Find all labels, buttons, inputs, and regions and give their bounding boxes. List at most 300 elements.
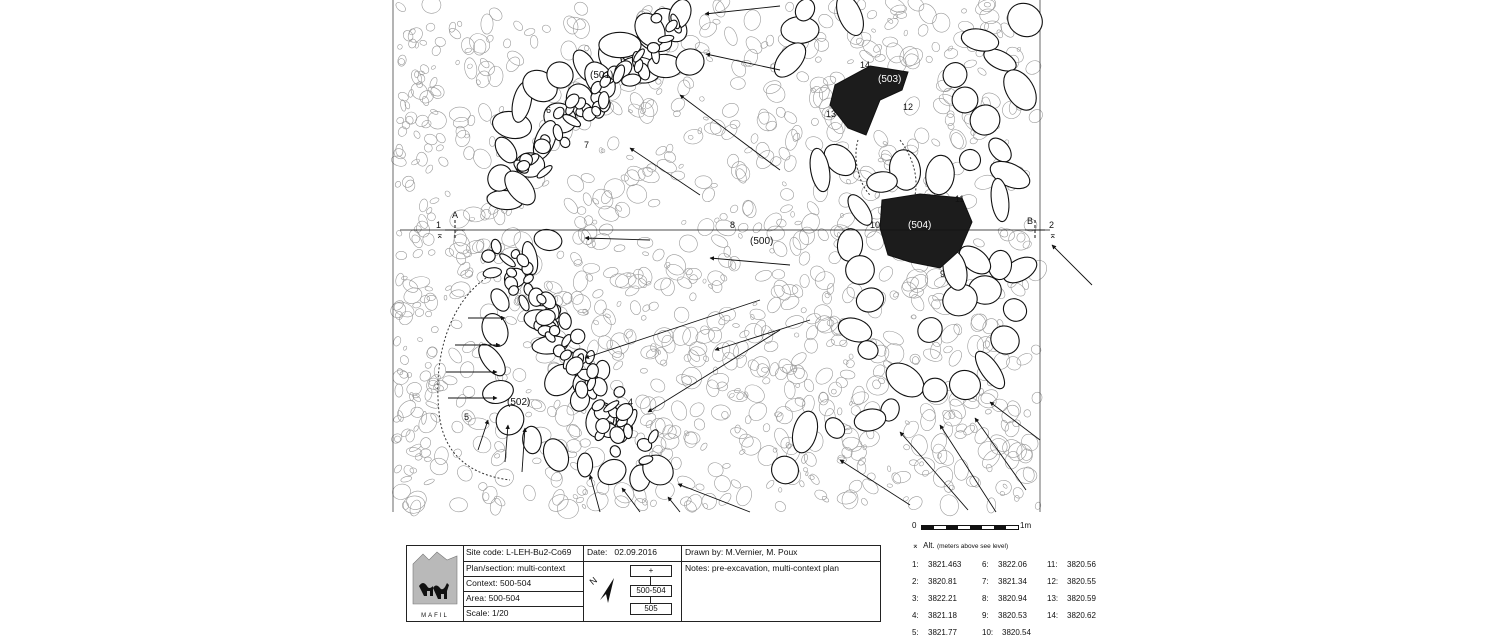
gravel-stone <box>904 30 909 36</box>
gravel-stone <box>903 444 910 450</box>
gravel-stone <box>525 411 532 417</box>
gravel-stone <box>582 504 587 509</box>
gravel-stone <box>437 155 450 168</box>
gravel-stone <box>406 447 423 458</box>
gravel-stone <box>985 409 992 415</box>
gravel-stone <box>604 337 625 360</box>
gravel-stone <box>683 430 689 437</box>
gravel-stone <box>915 1 939 27</box>
gravel-stone <box>946 127 969 152</box>
gravel-stone <box>566 15 587 31</box>
gravel-stone <box>813 488 828 501</box>
gravel-stone <box>478 482 487 490</box>
gravel-stone <box>427 295 436 301</box>
gravel-stone <box>717 381 728 391</box>
context-label-504: (504) <box>908 220 932 231</box>
gravel-stone <box>729 392 735 398</box>
altitude-mark-icon: ⌅ <box>1049 230 1057 240</box>
gravel-stone <box>394 1 407 14</box>
point-label-10: 10 <box>870 220 881 230</box>
gravel-stone <box>425 22 436 32</box>
gravel-stone <box>887 466 891 472</box>
gravel-stone <box>488 447 510 469</box>
gravel-stone <box>769 248 775 254</box>
gravel-stone <box>433 446 449 466</box>
gravel-stone <box>1002 419 1021 440</box>
gravel-stone <box>546 491 571 515</box>
gravel-stone <box>454 463 475 484</box>
gravel-stone <box>599 189 613 206</box>
date-label: Date: <box>587 547 608 557</box>
gravel-stone <box>424 388 434 401</box>
matrix-connector <box>650 577 651 585</box>
gravel-stone <box>969 137 978 145</box>
ring-stone <box>821 414 848 442</box>
altitude-entry: 13: 3820.59 <box>1047 594 1096 603</box>
gravel-stone <box>483 492 489 500</box>
gravel-stone <box>450 419 465 435</box>
gravel-stone <box>778 488 781 493</box>
gravel-stone <box>412 302 421 309</box>
gravel-stone <box>759 40 769 49</box>
gravel-stone <box>859 37 883 61</box>
gravel-stone <box>624 330 633 340</box>
gravel-stone <box>635 394 652 410</box>
gravel-stone <box>729 119 740 129</box>
gravel-stone <box>392 335 402 347</box>
gravel-stone <box>404 101 410 109</box>
gravel-stone <box>616 301 622 308</box>
gravel-stone <box>614 244 626 252</box>
gravel-stone <box>421 411 427 424</box>
north-and-matrix <box>584 562 682 621</box>
wall-stone <box>608 444 622 459</box>
gravel-stone <box>795 383 800 388</box>
gravel-stone <box>449 107 470 122</box>
gravel-stone <box>428 249 436 256</box>
drawn-by: Drawn by: M.Vernier, M. Poux <box>682 546 880 562</box>
gravel-stone <box>805 200 821 218</box>
gravel-stone <box>487 5 505 23</box>
gravel-stone <box>758 108 770 124</box>
gravel-stone <box>788 236 803 257</box>
gravel-stone <box>479 57 491 70</box>
gravel-stone <box>493 467 515 488</box>
gravel-stone <box>576 496 585 503</box>
gravel-stone <box>768 362 779 377</box>
gravel-stone <box>584 273 594 283</box>
gravel-stone <box>941 409 953 421</box>
gravel-stone <box>408 28 417 36</box>
gravel-stone <box>738 233 743 239</box>
gravel-stone <box>580 172 595 184</box>
scale-bar-graphic <box>921 525 1019 530</box>
gravel-stone <box>623 181 650 207</box>
point-label-12: 12 <box>903 102 914 112</box>
gravel-stone <box>962 423 977 437</box>
gravel-stone <box>797 250 811 267</box>
context-range: Context: 500-504 <box>463 577 584 592</box>
gravel-stone <box>645 419 654 429</box>
gravel-stone <box>949 484 956 490</box>
gravel-stone <box>532 458 541 464</box>
gravel-stone <box>647 301 659 312</box>
point-label-13: 13 <box>826 109 837 119</box>
gravel-stone <box>572 0 591 18</box>
gravel-stone <box>681 219 687 225</box>
gravel-stone <box>742 200 755 216</box>
gravel-stone <box>688 135 694 140</box>
gravel-stone <box>400 99 407 111</box>
gravel-stone <box>860 497 869 506</box>
gravel-stone <box>888 289 900 301</box>
gravel-stone <box>402 463 415 477</box>
gravel-stone <box>650 247 666 263</box>
gravel-stone <box>711 280 723 293</box>
gravel-stone <box>706 56 714 63</box>
gravel-stone <box>1000 491 1006 496</box>
gravel-stone <box>651 343 657 351</box>
gravel-stone <box>961 8 967 14</box>
altitude-entry: 8: 3820.94 <box>982 594 1027 603</box>
point-label-8: 8 <box>730 220 736 230</box>
gravel-stone <box>892 291 899 298</box>
gravel-stone <box>729 204 740 215</box>
gravel-stone <box>925 55 934 64</box>
gravel-stone <box>583 215 593 226</box>
gravel-stone <box>1004 354 1023 373</box>
altitude-entry: 9: 3820.53 <box>982 611 1027 620</box>
stone-wall-502 <box>474 227 680 492</box>
mafil-logo <box>407 546 464 621</box>
ring-stone <box>999 294 1031 326</box>
point-label-5: 5 <box>464 412 470 422</box>
gravel-stone <box>909 459 918 465</box>
gravel-stone <box>672 305 692 325</box>
point-label-7: 7 <box>584 140 590 150</box>
gravel-stone <box>444 295 447 300</box>
gravel-stone <box>649 499 657 508</box>
gravel-stone <box>730 478 743 490</box>
gravel-stone <box>444 190 451 198</box>
gravel-stone <box>593 299 608 316</box>
gravel-stone <box>640 368 647 373</box>
gravel-stone <box>773 365 789 382</box>
gravel-stone <box>883 141 888 145</box>
gravel-stone <box>397 91 410 103</box>
gravel-stone <box>404 179 415 192</box>
gravel-stone <box>936 452 942 459</box>
plan-section: Plan/section: multi-context <box>463 562 584 577</box>
altitude-symbol-icon: ⌅ <box>912 541 919 550</box>
gravel-stone <box>425 311 431 317</box>
section-end-1: 1 <box>436 220 442 230</box>
gravel-stone <box>397 44 404 51</box>
gravel-stone <box>837 408 842 416</box>
gravel-stone <box>1023 409 1031 418</box>
gravel-stone <box>572 270 590 293</box>
gravel-stone <box>600 175 628 202</box>
gravel-stone <box>717 491 733 507</box>
gravel-stone <box>1003 450 1021 471</box>
gravel-stone <box>930 463 957 491</box>
wall-stone <box>532 227 564 253</box>
gravel-stone <box>451 447 463 459</box>
gravel-stone <box>463 266 474 278</box>
gravel-stone <box>425 345 439 360</box>
ring-stone <box>939 59 971 91</box>
gravel-stone <box>541 24 552 34</box>
wall-stone <box>651 13 663 23</box>
gravel-stone <box>493 440 507 454</box>
gravel-stone <box>887 484 893 488</box>
gravel-stone <box>413 425 419 432</box>
gravel-stone <box>503 38 512 48</box>
gravel-stone <box>774 106 787 119</box>
gravel-stone <box>799 226 815 245</box>
point-label-4: 4 <box>628 397 634 407</box>
gravel-stone <box>423 292 439 312</box>
gravel-stone <box>654 347 668 365</box>
section-end-2: 2 <box>1049 220 1055 230</box>
gravel-stone <box>442 375 457 385</box>
gravel-stone <box>892 470 911 485</box>
gravel-stone <box>654 145 668 157</box>
gravel-stone <box>943 47 958 59</box>
gravel-stone <box>752 319 768 339</box>
gravel-stone <box>613 270 638 291</box>
gravel-stone <box>628 109 633 113</box>
gravel-stone <box>561 14 581 37</box>
gravel-stone <box>761 210 785 235</box>
gravel-stone <box>773 499 787 513</box>
context-label-502: (502) <box>507 397 531 408</box>
gravel-stone <box>711 183 718 187</box>
gravel-stone <box>938 493 961 518</box>
matrix-bottom: 505 <box>630 603 672 615</box>
gravel-stone <box>648 376 667 394</box>
gravel-stone <box>417 337 423 342</box>
gravel-stone <box>699 442 708 452</box>
altitude-entry: 3: 3822.21 <box>912 594 957 603</box>
gravel-stone <box>550 488 566 507</box>
gravel-stone <box>677 232 701 255</box>
gravel-stone <box>847 59 854 65</box>
gravel-stone <box>411 248 424 260</box>
gravel-stone <box>745 415 752 424</box>
gravel-stone <box>686 267 702 280</box>
wall-stone <box>594 455 631 490</box>
point-label-9: 9 <box>940 269 946 279</box>
gravel-stone <box>919 461 925 467</box>
gravel-stone <box>1015 351 1034 367</box>
gravel-stone <box>921 469 930 477</box>
gravel-stone <box>734 484 754 508</box>
gravel-stone <box>485 34 494 44</box>
gravel-stone <box>842 359 849 365</box>
gravel-stone <box>824 293 830 299</box>
gravel-stone <box>831 389 837 395</box>
gravel-stone <box>762 78 783 96</box>
wall-stone <box>612 384 627 399</box>
gravel-stone <box>396 251 407 260</box>
gravel-stone <box>1030 343 1043 356</box>
gravel-stone <box>627 274 631 277</box>
gravel-stone <box>431 65 437 70</box>
gravel-stone <box>808 474 815 480</box>
gravel-stone <box>593 220 597 224</box>
gravel-stone <box>737 432 755 450</box>
gravel-stone <box>979 387 1001 406</box>
ring-stone <box>946 367 983 403</box>
gravel-stone <box>392 414 402 423</box>
gravel-stone <box>912 126 931 146</box>
gravel-stone <box>772 403 796 427</box>
gravel-stone <box>396 117 404 125</box>
matrix-top: + <box>630 565 672 577</box>
gravel-stone <box>787 367 809 385</box>
gravel-stone <box>946 348 964 368</box>
gravel-stone <box>699 15 710 30</box>
ring-stone <box>880 356 931 404</box>
gravel-stone <box>489 137 495 147</box>
gravel-stone <box>784 313 805 330</box>
gravel-stone <box>750 314 754 319</box>
gravel-stone <box>905 0 926 14</box>
gravel-stone <box>976 66 987 76</box>
notes: Notes: pre-excavation, multi-context plan <box>685 563 840 573</box>
ring-stone <box>788 409 821 456</box>
gravel-stone <box>459 360 476 379</box>
gravel-stone <box>481 14 494 34</box>
altitude-entry: 7: 3821.34 <box>982 577 1027 586</box>
gravel-stone <box>450 319 463 330</box>
gravel-stone <box>419 436 433 450</box>
gravel-stone <box>775 412 784 423</box>
gravel-stone <box>699 96 706 102</box>
gravel-stone <box>395 384 403 397</box>
altitude-entry: 1: 3821.463 <box>912 560 962 569</box>
gravel-stone <box>455 60 460 65</box>
gravel-stone <box>612 351 624 360</box>
altitude-legend <box>912 541 1112 637</box>
gravel-stone <box>729 260 737 270</box>
ring-stone <box>985 320 1025 360</box>
scale-bar <box>912 519 1032 533</box>
gravel-stone <box>604 313 611 319</box>
gravel-stone <box>408 80 431 103</box>
gravel-stone <box>779 187 795 201</box>
gravel-stone <box>564 172 587 195</box>
gravel-stone <box>405 25 425 45</box>
gravel-stone <box>765 35 774 47</box>
gravel-stone <box>584 45 589 51</box>
gravel-stone <box>428 83 447 102</box>
gravel-stone <box>403 346 408 351</box>
gravel-stone <box>565 422 584 439</box>
gravel-stone <box>849 401 853 406</box>
section-label-b: B <box>1027 216 1034 226</box>
gravel-stone <box>505 48 527 68</box>
altitude-entry: 6: 3822.06 <box>982 560 1027 569</box>
gravel-stone <box>1031 391 1044 405</box>
gravel-stone <box>504 54 523 74</box>
gravel-stone <box>435 144 444 153</box>
gravel-stone <box>665 423 683 441</box>
date-cell <box>584 546 682 562</box>
gravel-stone <box>794 332 800 337</box>
gravel-stone <box>976 439 1000 462</box>
gravel-stone <box>423 143 433 153</box>
gravel-stone <box>827 320 834 326</box>
gravel-stone <box>642 166 654 178</box>
gravel-stone <box>849 354 854 359</box>
gravel-stone <box>689 292 697 301</box>
gravel-stone <box>492 207 506 225</box>
gravel-stone <box>729 426 749 441</box>
gravel-stone <box>1022 240 1033 250</box>
gravel-stone <box>568 250 583 266</box>
gravel-stone <box>744 146 753 154</box>
gravel-stone <box>884 343 904 364</box>
gravel-stone <box>754 268 773 283</box>
gravel-stone <box>662 149 678 164</box>
gravel-stone <box>648 198 661 208</box>
gravel-stone <box>772 426 792 450</box>
mafil-logo-icon <box>407 546 463 610</box>
gravel-stone <box>745 399 770 424</box>
gravel-stone <box>871 28 876 33</box>
north-letter: N <box>587 575 599 587</box>
gravel-stone <box>815 56 822 63</box>
gravel-stone <box>943 409 963 427</box>
gravel-stone <box>446 346 464 366</box>
gravel-stone <box>1016 232 1026 243</box>
date-value: 02.09.2016 <box>614 547 657 557</box>
wall-stone <box>647 43 659 53</box>
gravel-stone <box>470 433 494 456</box>
altitude-column-3 <box>1047 559 1096 627</box>
matrix-mid: 500-504 <box>630 585 672 597</box>
gravel-stone <box>641 345 659 359</box>
gravel-stone <box>799 480 805 488</box>
gravel-stone <box>708 327 722 343</box>
section-marker-a <box>445 220 465 240</box>
gravel-stone <box>952 323 963 336</box>
gravel-stone <box>722 463 730 469</box>
gravel-stone <box>719 213 727 221</box>
gravel-stone <box>800 274 810 287</box>
wall-stone <box>482 267 502 280</box>
gravel-stone <box>489 498 502 516</box>
gravel-stone <box>683 491 705 514</box>
gravel-stone <box>575 484 588 497</box>
gravel-stone <box>890 471 903 485</box>
gravel-stone <box>597 203 621 224</box>
gravel-stone <box>522 484 538 502</box>
gravel-stone <box>724 246 731 257</box>
context-label-503: (503) <box>878 74 902 85</box>
gravel-stone <box>675 275 693 291</box>
gravel-stone <box>530 35 538 48</box>
gravel-stone <box>415 410 440 436</box>
gravel-stone <box>972 425 991 446</box>
gravel-stone <box>1011 486 1025 500</box>
gravel-stone <box>582 192 594 207</box>
gravel-stone <box>704 122 722 135</box>
gravel-stone <box>637 237 653 249</box>
gravel-stone <box>836 491 857 505</box>
